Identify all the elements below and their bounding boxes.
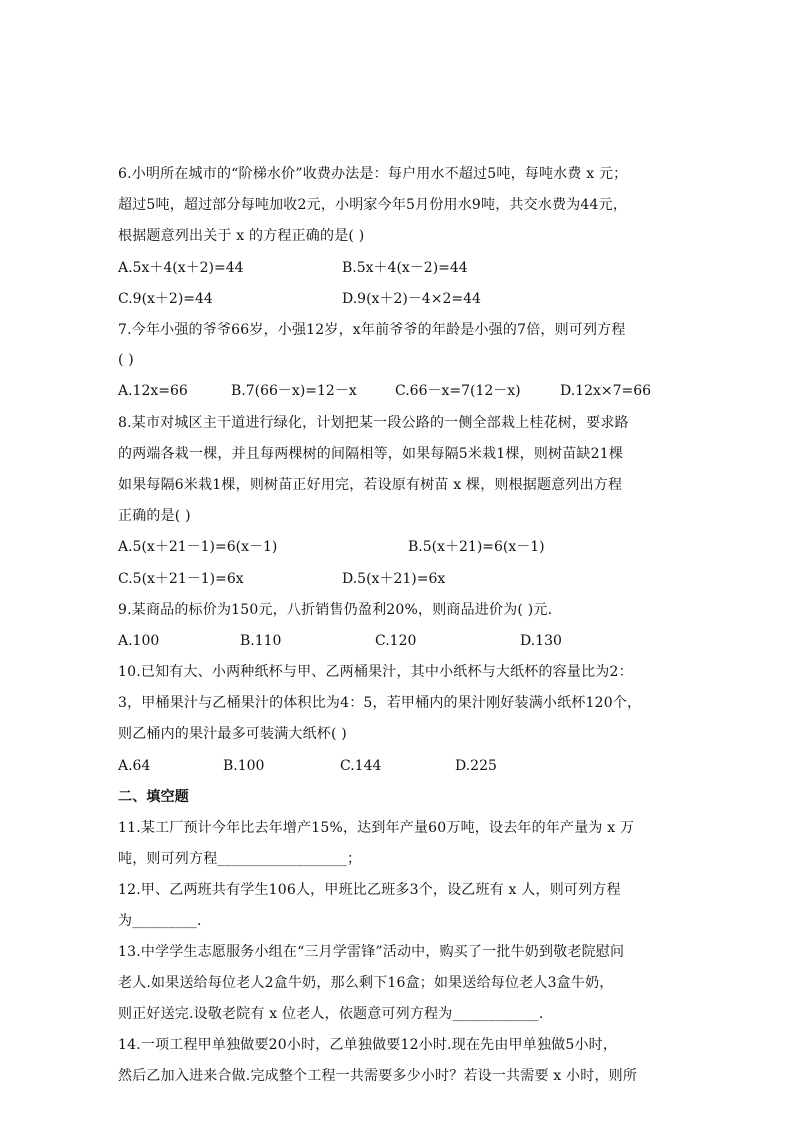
q12-line-2: 为_________.: [118, 913, 202, 929]
q6-option-a: A.5x＋4(x＋2)=44: [118, 260, 244, 276]
q14-line-1: 14.一项工程甲单独做要20小时，乙单独做要12小时.现在先由甲单独做5小时，: [118, 1037, 618, 1053]
q13-line-3: 则正好送完.设敬老院有 x 位老人，依题意可列方程为____________.: [118, 1006, 544, 1022]
q6-option-b: B.5x＋4(x－2)=44: [342, 260, 468, 276]
q8-option-a: A.5(x＋21－1)=6(x－1): [118, 539, 278, 555]
q13-line-2: 老人.如果送给每位老人2盒牛奶，那么剩下16盒；如果送给每位老人3盒牛奶，: [118, 975, 614, 991]
q7-option-c: C.66－x=7(12－x): [395, 383, 521, 399]
q10-line-1: 10.已知有大、小两种纸杯与甲、乙两桶果汁，其中小纸杯与大纸杯的容量比为2：: [118, 664, 633, 680]
q7-option-d: D.12x×7=66: [560, 383, 652, 399]
q9-option-c: C.120: [375, 633, 417, 649]
q13-line-1: 13.中学学生志愿服务小组在“三月学雷锋”活动中，购买了一批牛奶到敬老院慰问: [118, 944, 625, 960]
q14-line-2: 然后乙加入进来合做.完成整个工程一共需要多少小时？若设一共需要 x 小时，则所: [118, 1068, 638, 1084]
q7-option-a: A.12x=66: [118, 383, 188, 399]
section-heading: 二、填空题: [118, 789, 189, 805]
q9-option-a: A.100: [118, 633, 160, 649]
q8-option-b: B.5(x＋21)=6(x－1): [408, 539, 545, 555]
q10-option-a: A.64: [118, 758, 151, 774]
q10-option-b: B.100: [223, 758, 265, 774]
q8-line-4: 正确的是( ): [118, 508, 191, 524]
q6-line-3: 根据题意列出关于 x 的方程正确的是( ): [118, 228, 365, 244]
q9-option-b: B.110: [240, 633, 282, 649]
q11-line-2: 吨，则可列方程__________________；: [118, 851, 362, 867]
q7-option-b: B.7(66－x)=12－x: [231, 383, 357, 399]
q6-option-c: C.9(x＋2)=44: [118, 291, 213, 307]
q8-line-2: 的两端各栽一棵，并且每两棵树的间隔相等，如果每隔5米栽1棵，则树苗缺21棵: [118, 446, 624, 462]
q7-line-1: 7.今年小强的爷爷66岁，小强12岁，x年前爷爷的年龄是小强的7倍，则可列方程: [118, 322, 626, 338]
q12-line-1: 12.甲、乙两班共有学生106人，甲班比乙班多3个，设乙班有 x 人，则可列方程: [118, 882, 621, 898]
q6-line-2: 超过5吨，超过部分每吨加收2元，小明家今年5月份用水9吨，共交水费为44元，: [118, 197, 628, 213]
q6-line-1: 6.小明所在城市的“阶梯水价”收费办法是：每户用水不超过5吨，每吨水费 x 元；: [118, 166, 628, 182]
q8-option-c: C.5(x＋21－1)=6x: [118, 571, 244, 587]
q10-option-d: D.225: [455, 758, 497, 774]
q10-line-3: 则乙桶内的果汁最多可装满大纸杯( ): [118, 726, 347, 742]
q8-line-1: 8.某市对城区主干道进行绿化，计划把某一段公路的一侧全部栽上桂花树，要求路: [118, 415, 629, 431]
q9-option-d: D.130: [520, 633, 562, 649]
q11-line-1: 11.某工厂预计今年比去年增产15%，达到年产量60万吨，设去年的年产量为 x 万: [118, 820, 635, 836]
q8-option-d: D.5(x＋21)=6x: [342, 571, 446, 587]
q7-line-2: ( ): [118, 352, 134, 368]
q6-option-d: D.9(x＋2)－4×2=44: [342, 291, 481, 307]
q10-line-2: 3，甲桶果汁与乙桶果汁的体积比为4：5，若甲桶内的果汁刚好装满小纸杯120个，: [118, 695, 642, 711]
q9-line-1: 9.某商品的标价为150元，八折销售仍盈利20%，则商品进价为( )元.: [118, 602, 553, 618]
q10-option-c: C.144: [340, 758, 382, 774]
q8-line-3: 如果每隔6米栽1棵，则树苗正好用完，若设原有树苗 x 棵，则根据题意列出方程: [118, 477, 623, 493]
